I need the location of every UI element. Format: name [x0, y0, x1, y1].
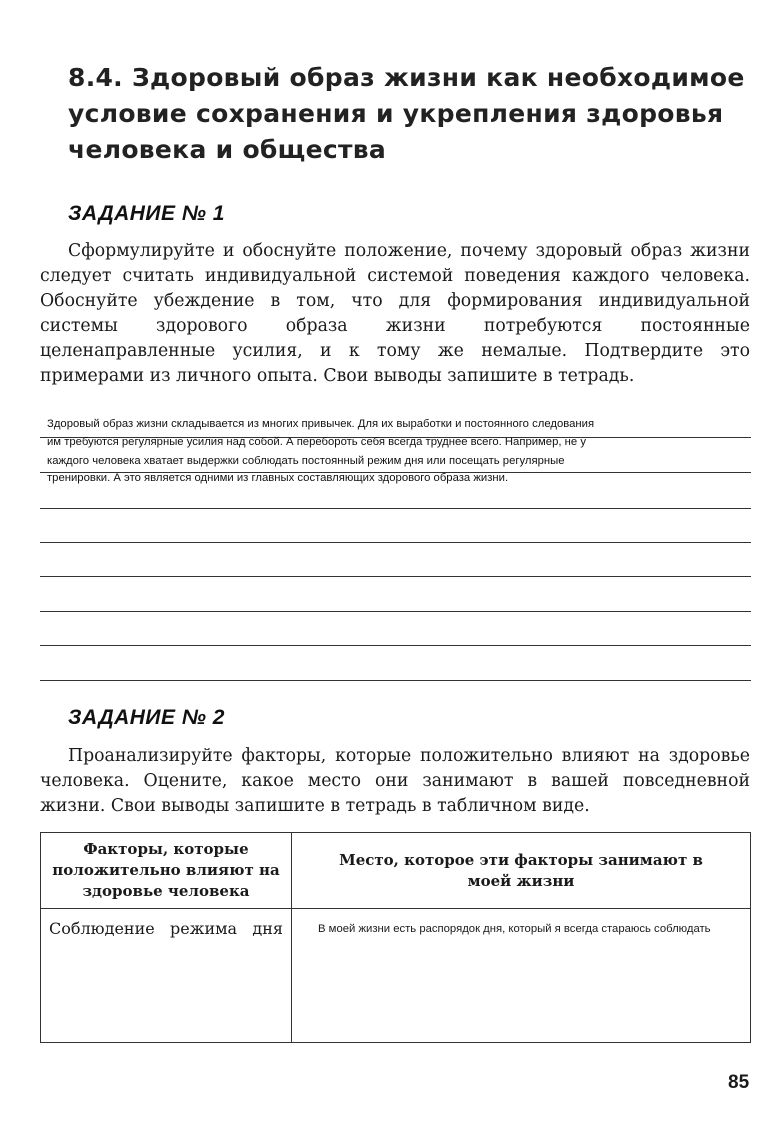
answer-line: им требуются регулярные усилия над собой. А перебороть себя всегда труднее всего. Например, не у — [47, 436, 586, 448]
page-number: 85 — [728, 1072, 750, 1093]
answer-line: Здоровый образ жизни складывается из многих привычек. Для их выработки и постоянного следования — [47, 418, 595, 430]
writing-line — [40, 645, 751, 646]
task-2-heading: ЗАДАНИЕ № 2 — [68, 706, 225, 729]
table-header: Факторы, которые положительно влияют на здоровье человека — [41, 833, 292, 909]
writing-line — [40, 508, 751, 509]
factors-table — [40, 832, 751, 1043]
answer-line: тренировки. А это является одними из главных составляющих здорового образа жизни. — [47, 472, 509, 484]
section-title: 8.4. Здоровый образ жизни как необходимое условие сохранения и укрепления здоровья человека и общества — [68, 63, 745, 164]
table-header: Место, которое эти факторы занимают в моей жизни — [292, 833, 751, 909]
table-row — [41, 909, 751, 1043]
task-1-heading: ЗАДАНИЕ № 1 — [68, 202, 225, 225]
writing-line — [40, 542, 751, 543]
task-2-text: Проанализируйте факторы, которые положительно влияют на здоровье человека. Оцените, какое место они занимают в вашей повседневной жизни. Свои выводы запишите в тетрадь в табличном виде. — [40, 746, 750, 816]
answer-line: каждого человека хватает выдержки соблюдать постоянный режим дня или посещать регулярные — [47, 455, 565, 467]
writing-line — [40, 680, 751, 681]
table-cell: В моей жизни есть распорядок дня, который я всегда стараюсь соблюдать — [292, 909, 751, 1043]
writing-line — [40, 611, 751, 612]
writing-line — [40, 576, 751, 577]
table-cell: Соблюдение режима дня — [41, 909, 292, 1043]
task-1-text: Сформулируйте и обоснуйте положение, почему здоровый образ жизни следует считать индивидуальной системой поведения каждого человека. Обоснуйте убеждение в том, что для формирования индивидуальной системы здорового образа жизни потребуются постоянные целенаправленные усилия, и к тому же немалые. Подтвердите это примерами из личного опыта. Свои выводы запишите в тетрадь. — [40, 241, 750, 386]
